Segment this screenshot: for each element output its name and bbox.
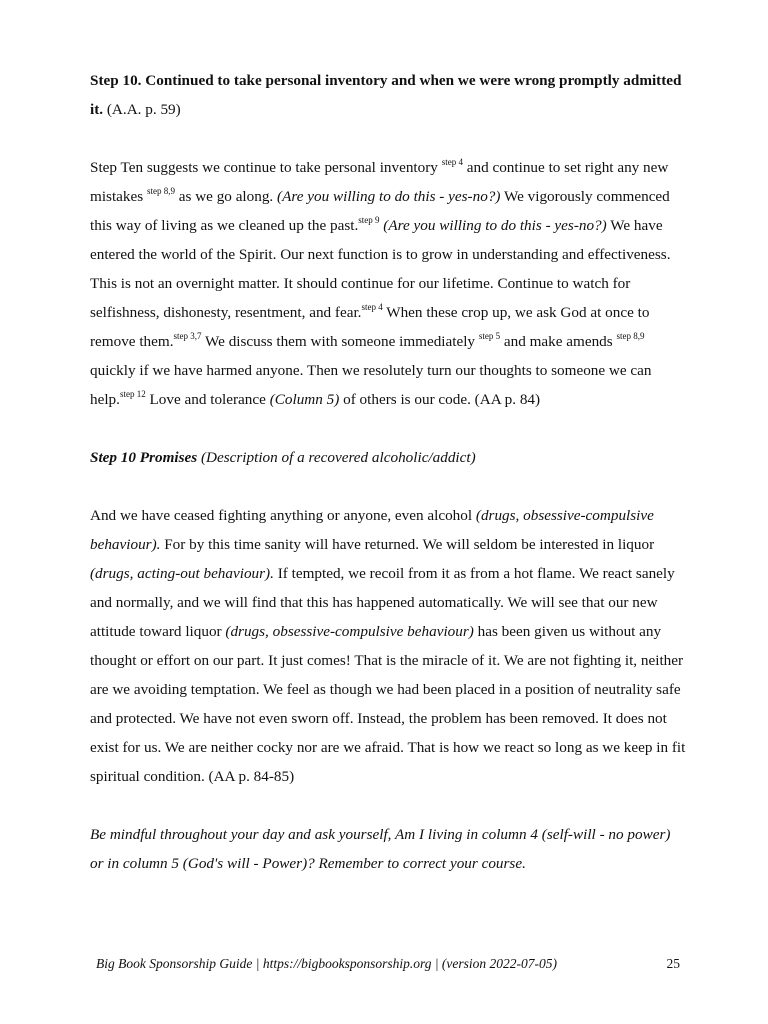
- para1-text: as we go along.: [174, 188, 278, 205]
- para1-text: Love and tolerance: [145, 391, 270, 408]
- para1-text: and make amends: [500, 333, 617, 350]
- para2-italic: (drugs, acting-out behaviour).: [90, 565, 274, 582]
- para1-text: of others is our code. (AA p. 84): [339, 391, 541, 408]
- promises-heading: [90, 443, 686, 472]
- step-10-heading: [90, 66, 686, 124]
- step-superscript: step 12: [119, 388, 146, 399]
- para2-italic: (drugs, obsessive-compulsive behaviour): [225, 623, 474, 640]
- closing-reminder: [90, 820, 686, 878]
- document-page: [90, 66, 686, 907]
- willing-question: (Are you willing to do this - yes-no?): [277, 188, 501, 205]
- page-footer: [96, 954, 680, 974]
- willing-question: (Are you willing to do this - yes-no?): [383, 217, 607, 234]
- para2-text: has been given us without any thought or effort on our part. It just comes! That is the miracle of it. We are not fighting it, neither are we avoiding temptation. We feel as though we had been placed in a position of neutrality safe and protected. We have not even sworn off. Instead, the problem has been removed. It does not exist for us. We are neither cocky nor are we afraid. That is how we react so long as we keep in fit spiritual condition. (AA p. 84-85): [90, 623, 686, 785]
- step-superscript: step 4: [441, 156, 463, 167]
- para1-text: When these crop up, we ask God at once to remove them.: [90, 304, 650, 350]
- step-10-paragraph: [90, 153, 686, 414]
- para1-text: Step Ten suggests we continue to take personal inventory: [90, 159, 442, 176]
- closing-text: Be mindful throughout your day and ask yourself, Am I living in column 4 (self-will - no power) or in column 5 (God's will - Power)? Remember to correct your course.: [90, 826, 671, 872]
- para1-text: We have entered the world of the Spirit. Our next function is to grow in understanding and effectiveness. This is not an overnight matter. It should continue for our lifetime. Continue to watch for selfishness, dishonesty, resentment, and fear.: [90, 217, 671, 321]
- para1-text: quickly if we have harmed anyone. Then we resolutely turn our thoughts to someone we can help.: [90, 362, 652, 408]
- step-superscript: step 8,9: [616, 330, 645, 341]
- para2-text: If tempted, we recoil from it as from a hot flame. We react sanely and normally, and we will find that this has happened automatically. We will see that our new attitude toward liquor: [90, 565, 675, 640]
- step-10-reference: (A.A. p. 59): [103, 101, 181, 118]
- step-superscript: step 8,9: [146, 185, 175, 196]
- step-superscript: step 3,7: [173, 330, 202, 341]
- promises-subtitle: (Description of a recovered alcoholic/addict): [197, 449, 476, 466]
- step-superscript: step 5: [478, 330, 501, 341]
- para2-text: And we have ceased fighting anything or anyone, even alcohol: [90, 507, 476, 524]
- page-number: 25: [666, 956, 680, 971]
- para1-text: We discuss them with someone immediately: [201, 333, 479, 350]
- promises-title: Step 10 Promises: [90, 449, 198, 466]
- para2-text: For by this time sanity will have returned. We will seldom be interested in liquor: [160, 536, 655, 553]
- promises-paragraph: [90, 501, 686, 791]
- para1-text: and continue to set right any new mistakes: [90, 159, 669, 205]
- step-superscript: step 4: [361, 301, 383, 312]
- column-5-reference: (Column 5): [269, 391, 340, 408]
- para2-italic: (drugs, obsessive-compulsive behaviour).: [90, 507, 654, 553]
- para1-text: We vigorously commenced this way of living as we cleaned up the past.: [90, 188, 670, 234]
- step-10-title: Step 10. Continued to take personal inventory and when we were wrong promptly admitted it.: [90, 72, 682, 118]
- step-superscript: step 9: [358, 214, 380, 225]
- footer-text: Big Book Sponsorship Guide | https://bigbooksponsorship.org | (version 2022-07-05): [96, 956, 558, 971]
